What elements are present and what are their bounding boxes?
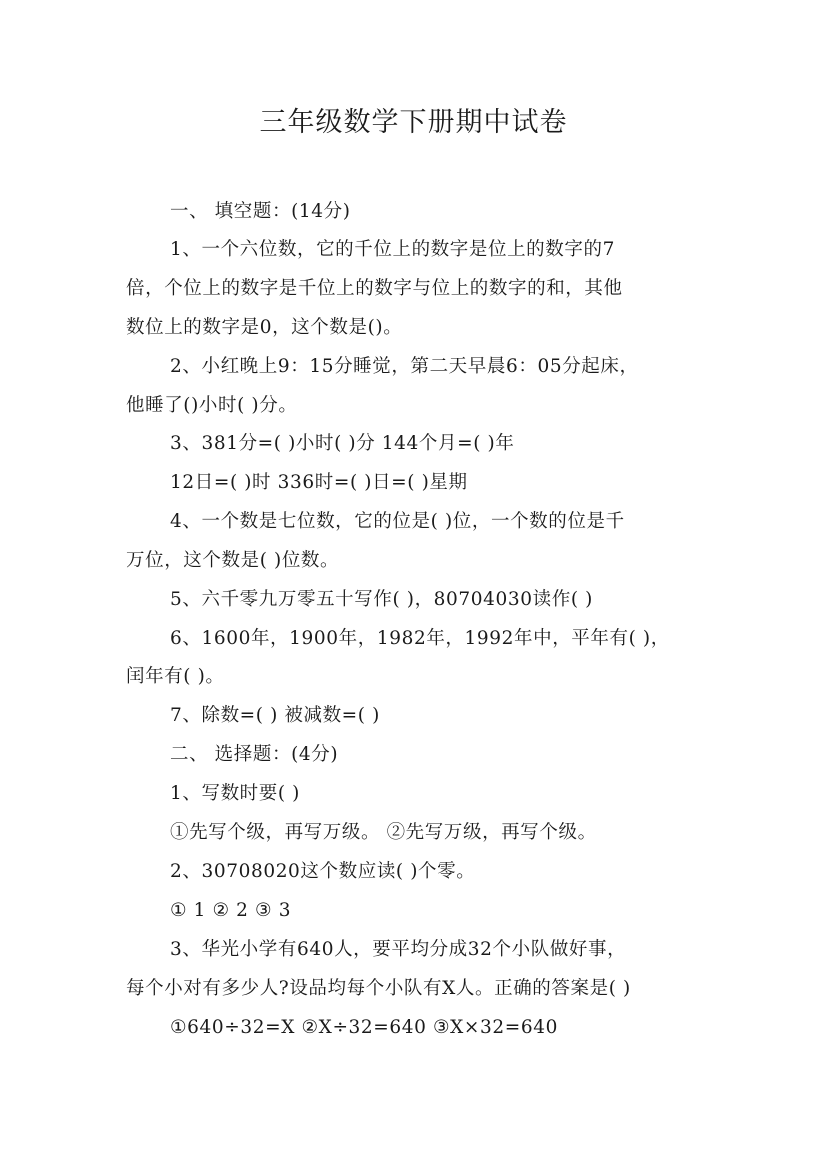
answer-options: ①先写个级，再写万级。 ②先写万级，再写个级。 (170, 822, 597, 843)
section-heading-multiple-choice: 二、 选择题：(4分) (170, 744, 339, 765)
question-line: 12日=( )时 336时=( )日=( )星期 (170, 472, 468, 493)
question-line: 6、1600年，1900年，1982年，1992年中，平年有( )， (170, 628, 670, 649)
question-line: 每个小对有多少人?设品均每个小队有X人。正确的答案是( ) (126, 978, 631, 999)
question-line: 3、381分=( )小时( )分 144个月=( )年 (170, 433, 515, 454)
question-line: 1、一个六位数，它的千位上的数字是位上的数字的7 (170, 239, 615, 260)
page-title: 三年级数学下册期中试卷 (259, 107, 568, 138)
question-line: 1、写数时要( ) (170, 783, 300, 804)
question-line: 数位上的数字是0，这个数是()。 (126, 317, 403, 338)
question-line: 3、华光小学有640人，要平均分成32个小队做好事， (170, 939, 627, 960)
question-line: 倍，个位上的数字是千位上的数字与位上的数字的和，其他 (126, 278, 623, 299)
question-line: 4、一个数是七位数，它的位是( )位，一个数的位是千 (170, 511, 625, 532)
question-line: 7、除数=( ) 被减数=( ) (170, 705, 380, 726)
section-heading-fill-blank: 一、 填空题：(14分) (170, 201, 351, 222)
question-line: 他睡了()小时( )分。 (126, 395, 298, 416)
answer-options: ①640÷32=X ②X÷32=640 ③X×32=640 (170, 1017, 558, 1038)
question-line: 2、30708020这个数应读( )个零。 (170, 861, 476, 882)
question-line: 2、小红晚上9：15分睡觉，第二天早晨6：05分起床， (170, 356, 639, 377)
question-line: 万位，这个数是( )位数。 (126, 550, 340, 571)
answer-options: ① 1 ② 2 ③ 3 (170, 900, 292, 921)
question-line: 5、六千零九万零五十写作( )，80704030读作( ) (170, 589, 593, 610)
question-line: 闰年有( )。 (126, 666, 225, 687)
